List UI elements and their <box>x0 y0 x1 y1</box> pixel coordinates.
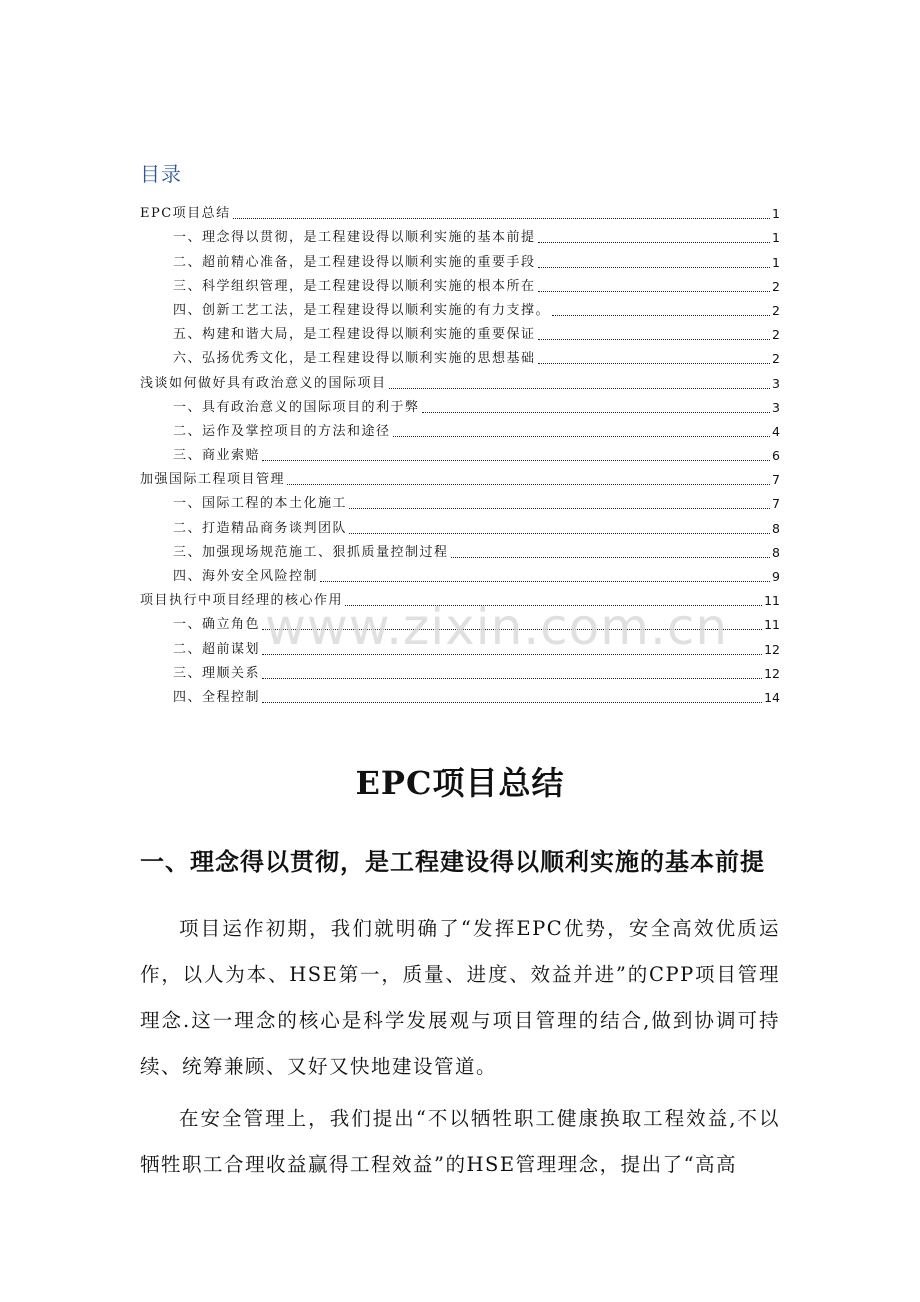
toc-page-number: 4 <box>772 423 780 439</box>
toc-entry[interactable] <box>140 489 780 513</box>
toc-entry[interactable] <box>140 659 780 683</box>
toc-entry-text: 二、打造精品商务谈判团队 <box>173 520 348 536</box>
toc-entry-text: 四、创新工艺工法，是工程建设得以顺利实施的有力支撑。 <box>173 302 551 318</box>
toc-leader-dots <box>287 484 770 485</box>
toc-leader-dots <box>538 267 771 268</box>
toc-entry-text: 项目执行中项目经理的核心作用 <box>140 593 344 609</box>
toc-page-number: 1 <box>772 254 780 270</box>
toc-page-number: 2 <box>772 327 780 343</box>
toc-entry-text: 一、国际工程的本土化施工 <box>173 496 348 512</box>
toc-entry[interactable] <box>140 465 780 489</box>
toc-entry[interactable] <box>140 393 780 417</box>
watermark: www.zixin.com.cn <box>265 598 729 656</box>
toc-page-number: 8 <box>772 544 780 560</box>
toc-entry[interactable] <box>140 513 780 537</box>
toc-leader-dots <box>552 315 770 316</box>
toc-leader-dots <box>538 242 771 243</box>
toc-page-number: 11 <box>764 617 780 633</box>
toc-entry-text: EPC项目总结 <box>140 206 231 222</box>
toc-entry-text: 一、理念得以贯彻，是工程建设得以顺利实施的基本前提 <box>173 230 536 246</box>
section-heading: 一、理念得以贯彻，是工程建设得以顺利实施的基本前提 <box>140 847 765 876</box>
toc-entry-text: 二、超前精心准备，是工程建设得以顺利实施的重要手段 <box>173 254 536 270</box>
toc-leader-dots <box>262 702 762 703</box>
toc-entry-text: 二、超前谋划 <box>173 641 261 657</box>
toc-page-number: 12 <box>764 665 780 681</box>
toc-entry[interactable] <box>140 320 780 344</box>
toc-entry[interactable] <box>140 441 780 465</box>
toc-entry[interactable] <box>140 296 780 320</box>
toc-page-number: 6 <box>772 448 780 464</box>
toc-leader-dots <box>393 436 771 437</box>
toc-page-number: 2 <box>772 302 780 318</box>
toc-title: 目录 <box>140 162 182 186</box>
toc-page-number: 8 <box>772 520 780 536</box>
toc-entry-text: 浅谈如何做好具有政治意义的国际项目 <box>140 375 387 391</box>
toc-leader-dots <box>349 533 770 534</box>
toc-page-number: 12 <box>764 641 780 657</box>
toc-page-number: 9 <box>772 569 780 584</box>
toc-entry-text: 三、加强现场规范施工、狠抓质量控制过程 <box>173 544 449 560</box>
toc-entry-text: 四、海外安全风险控制 <box>173 569 319 584</box>
toc-leader-dots <box>451 557 771 558</box>
toc-entry[interactable] <box>140 199 780 223</box>
toc-page-number: 14 <box>764 689 780 705</box>
toc-entry-text: 加强国际工程项目管理 <box>140 472 286 488</box>
toc-entry[interactable] <box>140 272 780 296</box>
toc-entry-text: 一、确立角色 <box>173 617 261 633</box>
toc-page-number: 2 <box>772 278 780 294</box>
toc-leader-dots <box>389 388 771 389</box>
paragraph: 在安全管理上，我们提出“不以牺牲职工健康换取工程效益,不以牺牲职工合理收益赢得工程效益”的HSE管理理念，提出了“高高 <box>140 1107 780 1176</box>
toc-entry[interactable] <box>140 344 780 368</box>
toc-page-number: 2 <box>772 351 780 367</box>
toc-entry[interactable] <box>140 223 780 247</box>
toc-entry-text: 三、商业索赔 <box>173 448 261 464</box>
toc-page-number: 7 <box>772 496 780 512</box>
toc-leader-dots <box>320 581 770 582</box>
toc-entry-text: 三、科学组织管理，是工程建设得以顺利实施的根本所在 <box>173 278 536 294</box>
toc-entry[interactable] <box>140 683 780 707</box>
toc-entry-text: 一、具有政治意义的国际项目的利于弊 <box>173 399 420 415</box>
toc-page-number: 7 <box>772 472 780 488</box>
toc-entry[interactable] <box>140 368 780 392</box>
body-text <box>140 906 780 1194</box>
toc-page-number: 11 <box>764 593 780 609</box>
toc-page-number: 1 <box>772 206 780 222</box>
toc-entry-text: 六、弘扬优秀文化，是工程建设得以顺利实施的思想基础 <box>173 351 536 367</box>
toc-page-number: 1 <box>772 230 780 246</box>
toc-leader-dots <box>538 363 771 364</box>
toc-leader-dots <box>538 291 771 292</box>
toc-entry[interactable] <box>140 538 780 562</box>
toc-leader-dots <box>349 508 770 509</box>
toc-entry-text: 四、全程控制 <box>173 689 261 705</box>
toc-entry[interactable] <box>140 417 780 441</box>
toc-entry-text: 二、运作及掌控项目的方法和途径 <box>173 423 391 439</box>
toc-entry[interactable] <box>140 247 780 271</box>
paragraph: 项目运作初期，我们就明确了“发挥EPC优势，安全高效优质运作，以人为本、HSE第一，质量、进度、效益并进”的CPP项目管理理念.这一理念的核心是科学发展观与项目管理的结合,做到协调可持续、统筹兼顾、又好又快地建设管道。 <box>140 917 780 1078</box>
toc-page-number: 3 <box>772 375 780 391</box>
toc-entry[interactable] <box>140 562 780 586</box>
toc-entry-text: 五、构建和谐大局，是工程建设得以顺利实施的重要保证 <box>173 327 536 343</box>
toc-page-number: 3 <box>772 399 780 415</box>
toc-leader-dots <box>538 339 771 340</box>
toc-leader-dots <box>262 678 762 679</box>
toc-entry-text: 三、理顺关系 <box>173 665 261 681</box>
document-title: EPC项目总结 <box>355 764 565 802</box>
toc-leader-dots <box>262 460 770 461</box>
toc-leader-dots <box>233 218 770 219</box>
toc-leader-dots <box>422 412 771 413</box>
